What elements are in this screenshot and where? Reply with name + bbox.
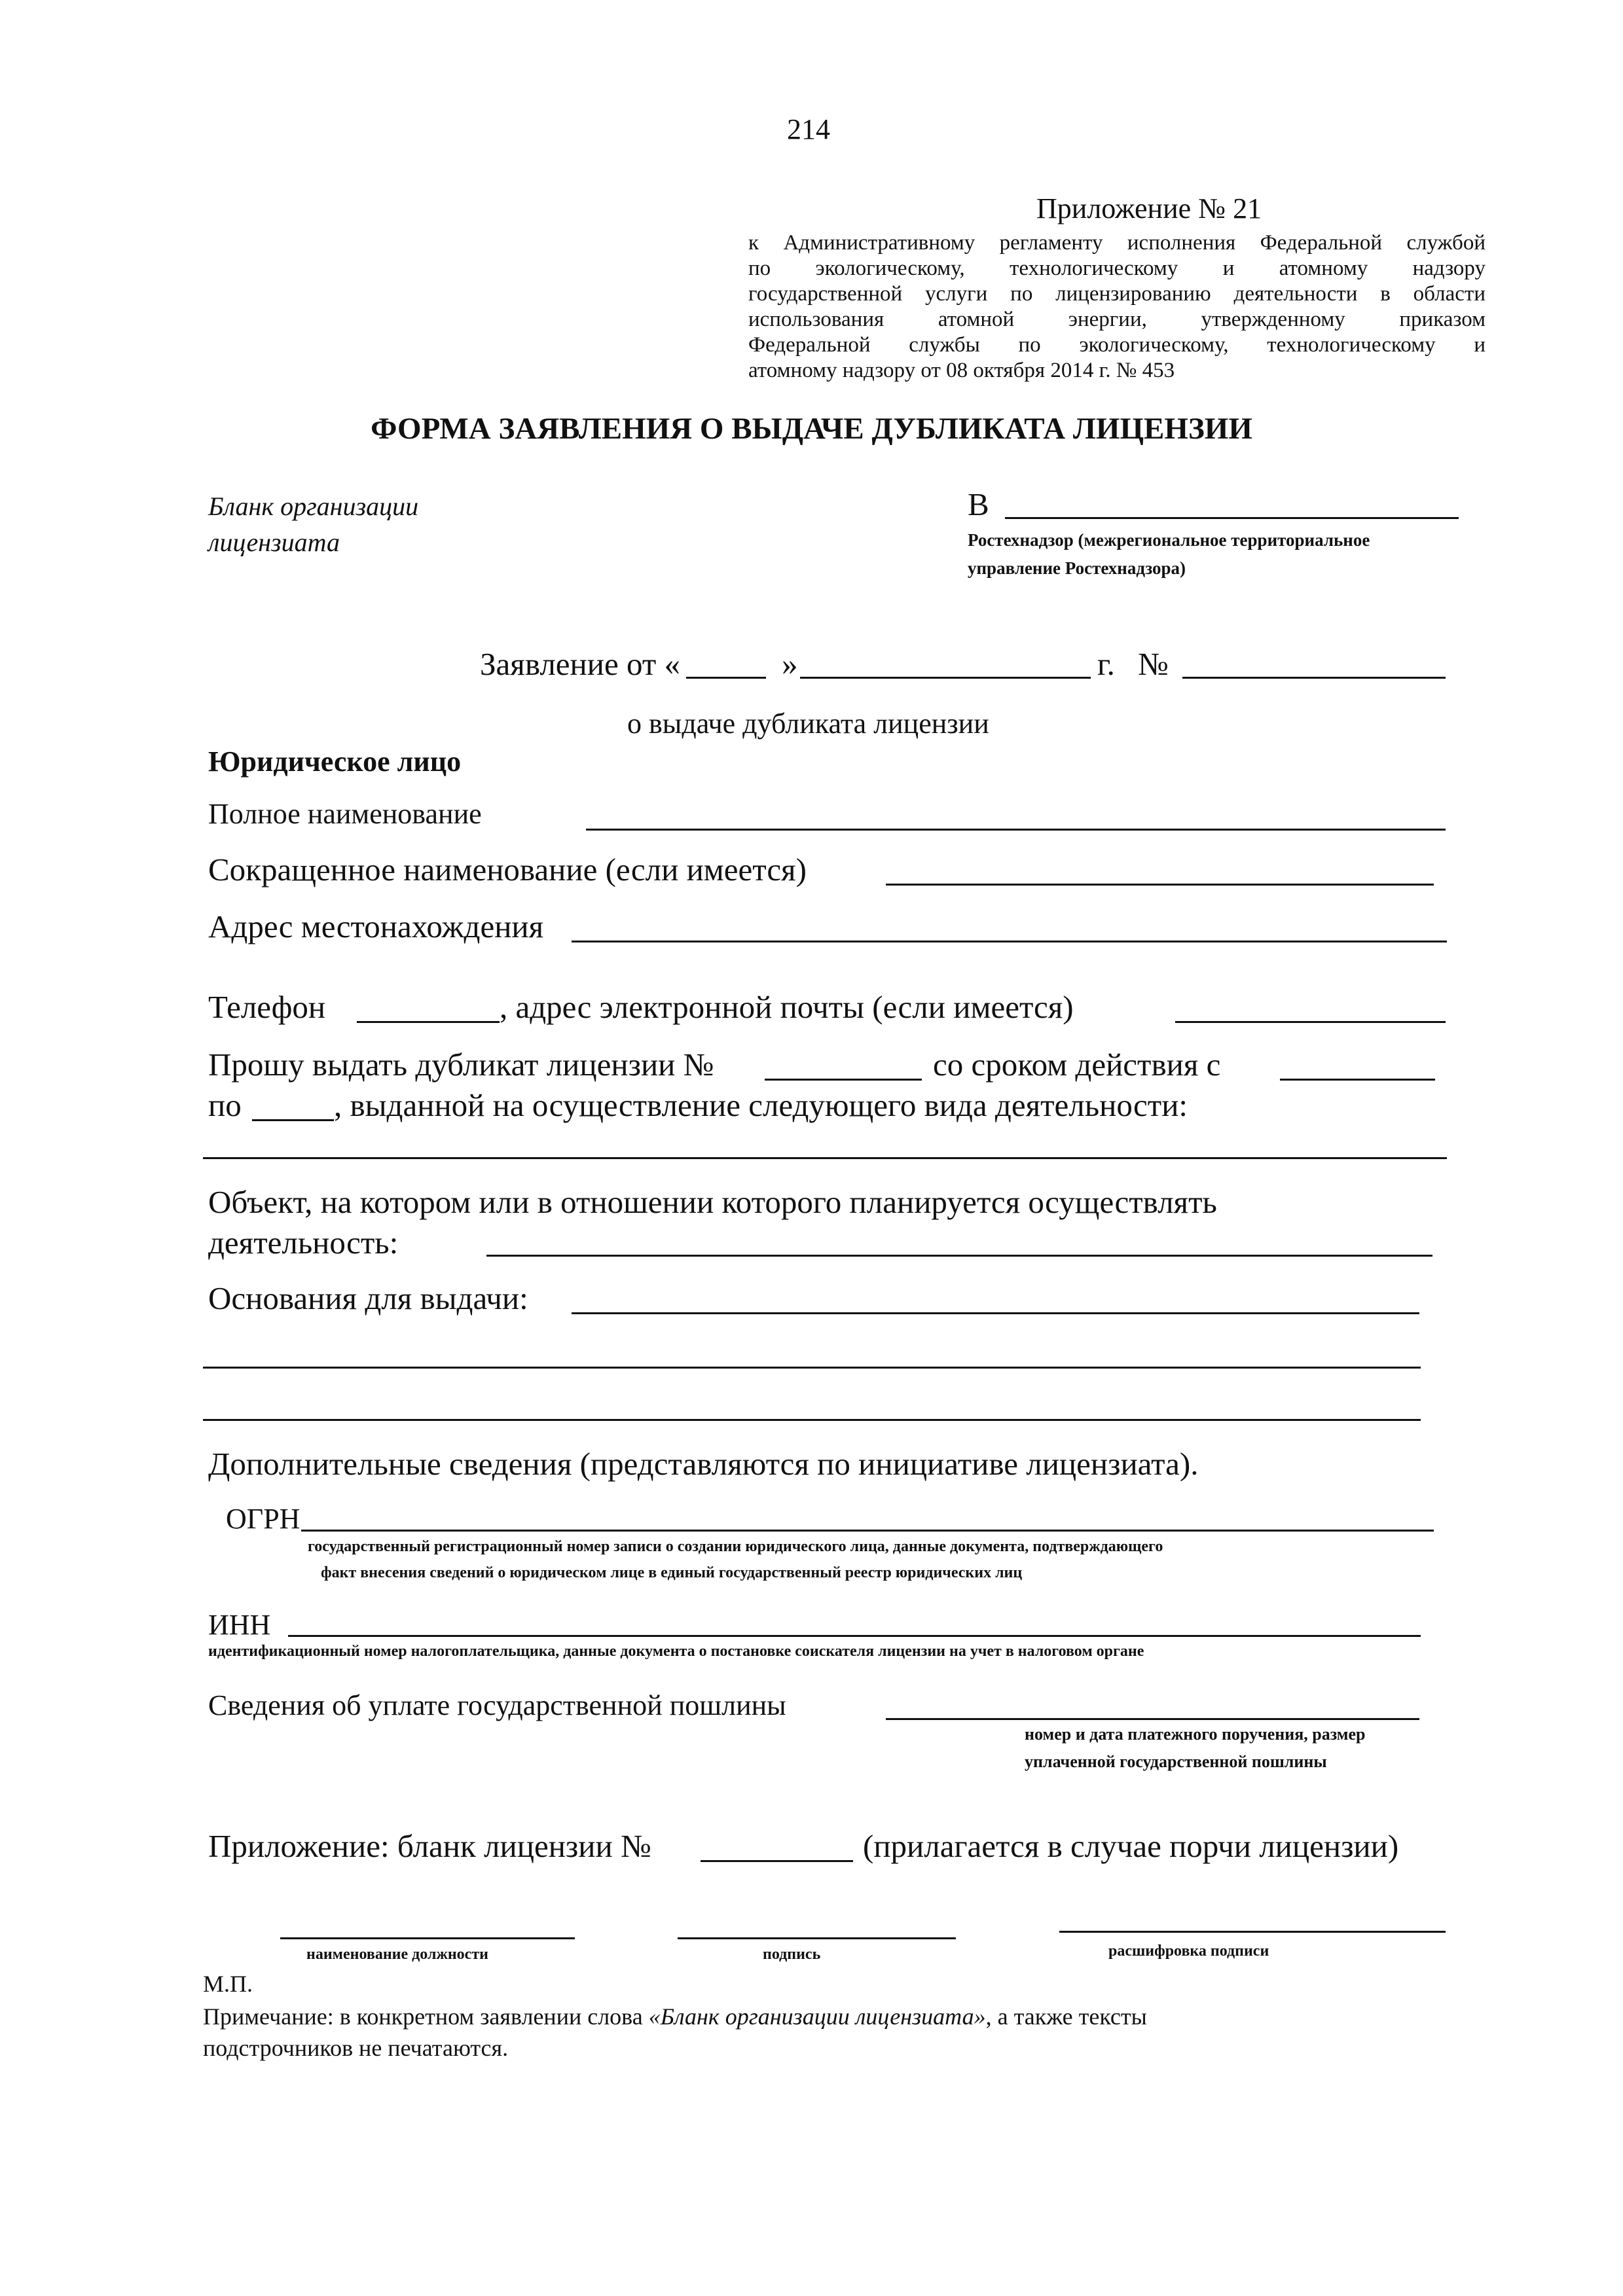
ogrn-sublabel-line2: факт внесения сведений о юридическом лице в единый государственный реестр юридических лиц (321, 1564, 1023, 1581)
statement-number-label: № (1138, 646, 1169, 682)
inn-field[interactable] (288, 1635, 1421, 1637)
recipient-prefix: В (968, 486, 989, 522)
signature-sublabel: подпись (763, 1946, 821, 1963)
ogrn-sublabel-line1: государственный регистрационный номер записи о создании юридического лица, данные документа, подтверждающего (308, 1538, 1163, 1555)
letterhead-line1: Бланк организации (208, 492, 419, 521)
grounds-field-3[interactable] (203, 1419, 1421, 1421)
address-field[interactable] (572, 941, 1447, 942)
fee-sublabel-line2: уплаченной государственной пошлины (1025, 1752, 1327, 1771)
full-name-label: Полное наименование (208, 798, 482, 830)
activity-type-field[interactable] (203, 1157, 1447, 1159)
appendix-line: государственной услуги по лицензированию деятельности в области (748, 282, 1486, 306)
email-label: , адрес электронной почты (если имеется) (500, 989, 1074, 1025)
request-part3: по (208, 1087, 242, 1123)
letterhead-line2: лицензиата (208, 528, 340, 557)
statement-month-field[interactable] (800, 677, 1091, 679)
grounds-field-1[interactable] (572, 1312, 1419, 1314)
appendix-line: к Административному регламенту исполнения Федеральной службой (748, 231, 1486, 255)
position-field[interactable] (280, 1937, 575, 1939)
object-label-line1: Объект, на котором или в отношении которого планируется осуществлять (208, 1184, 1217, 1220)
appendix-reference (748, 230, 1486, 384)
appendix-title: Приложение № 21 (1036, 192, 1262, 224)
appendix-line: использования атомной энергии, утвержденному приказом (748, 308, 1486, 331)
short-name-field[interactable] (886, 884, 1434, 886)
legal-entity-heading: Юридическое лицо (208, 745, 462, 778)
appendix-line-last: атомному надзору от 08 октября 2014 г. № 453 (748, 359, 1175, 382)
note-italic-words: «Бланк организации лицензиата» (648, 2003, 986, 2030)
statement-subtitle: о выдаче дубликата лицензии (627, 708, 989, 740)
request-part4: , выданной на осуществление следующего вида деятельности: (334, 1087, 1188, 1123)
request-part1: Прошу выдать дубликат лицензии № (208, 1047, 714, 1083)
inn-sublabel: идентификационный номер налогоплательщика, данные документа о постановке соискателя лицензии на учет в налоговом органе (208, 1643, 1144, 1660)
page-number: 214 (787, 113, 830, 145)
phone-label: Телефон (208, 989, 326, 1025)
fee-field[interactable] (886, 1718, 1419, 1720)
email-field[interactable] (1175, 1021, 1446, 1023)
validity-from-field[interactable] (1280, 1079, 1435, 1081)
signature-decode-sublabel: расшифровка подписи (1108, 1943, 1269, 1960)
statement-label: Заявление от « (480, 646, 680, 682)
statement-day-field[interactable] (686, 677, 766, 679)
full-name-field[interactable] (586, 829, 1446, 831)
fee-sublabel-line1: номер и дата платежного поручения, размер (1025, 1725, 1366, 1744)
appendix-line: по экологическому, технологическому и атомному надзору (748, 257, 1486, 280)
attachment-label: Приложение: бланк лицензии № (208, 1828, 651, 1864)
signature-decode-field[interactable] (1059, 1931, 1446, 1933)
additional-heading: Дополнительные сведения (представляются по инициативе лицензиата). (208, 1446, 1199, 1482)
recipient-sub-line2: управление Ростехнадзора) (968, 558, 1186, 578)
position-sublabel: наименование должности (306, 1946, 488, 1963)
attachment-number-field[interactable] (701, 1860, 853, 1862)
note-line1 (203, 2003, 1147, 2030)
attachment-note: (прилагается в случае порчи лицензии) (863, 1828, 1399, 1864)
phone-field[interactable] (357, 1021, 500, 1023)
ogrn-field[interactable] (301, 1530, 1434, 1532)
note-prefix: Примечание: в конкретном заявлении слова (203, 2003, 649, 2030)
validity-to-field[interactable] (252, 1119, 334, 1121)
ogrn-label: ОГРН (226, 1503, 301, 1535)
request-part2: со сроком действия с (933, 1047, 1221, 1083)
recipient-sub-line1: Ростехнадзор (межрегиональное территориальное (968, 530, 1370, 550)
form-title: ФОРМА ЗАЯВЛЕНИЯ О ВЫДАЧЕ ДУБЛИКАТА ЛИЦЕНЗИИ (371, 412, 1252, 446)
fee-label: Сведения об уплате государственной пошлины (208, 1689, 786, 1721)
signature-field[interactable] (678, 1937, 956, 1939)
address-label: Адрес местонахождения (208, 908, 544, 944)
stamp-label: М.П. (203, 1971, 253, 1997)
statement-quote-close: » (782, 646, 798, 682)
grounds-label: Основания для выдачи: (208, 1280, 528, 1316)
object-field[interactable] (486, 1255, 1432, 1257)
object-label-line2: деятельность: (208, 1225, 399, 1261)
recipient-field[interactable] (1005, 517, 1459, 519)
note-line2: подстрочников не печатаются. (203, 2035, 509, 2061)
inn-label: ИНН (208, 1609, 271, 1641)
license-number-field[interactable] (765, 1079, 922, 1081)
grounds-field-2[interactable] (203, 1367, 1421, 1369)
statement-number-field[interactable] (1182, 677, 1446, 679)
statement-year-label: г. (1097, 646, 1115, 682)
short-name-label: Сокращенное наименование (если имеется) (208, 852, 807, 888)
appendix-line: Федеральной службы по экологическому, технологическому и (748, 333, 1486, 357)
note-suffix: , а также тексты (985, 2003, 1147, 2030)
